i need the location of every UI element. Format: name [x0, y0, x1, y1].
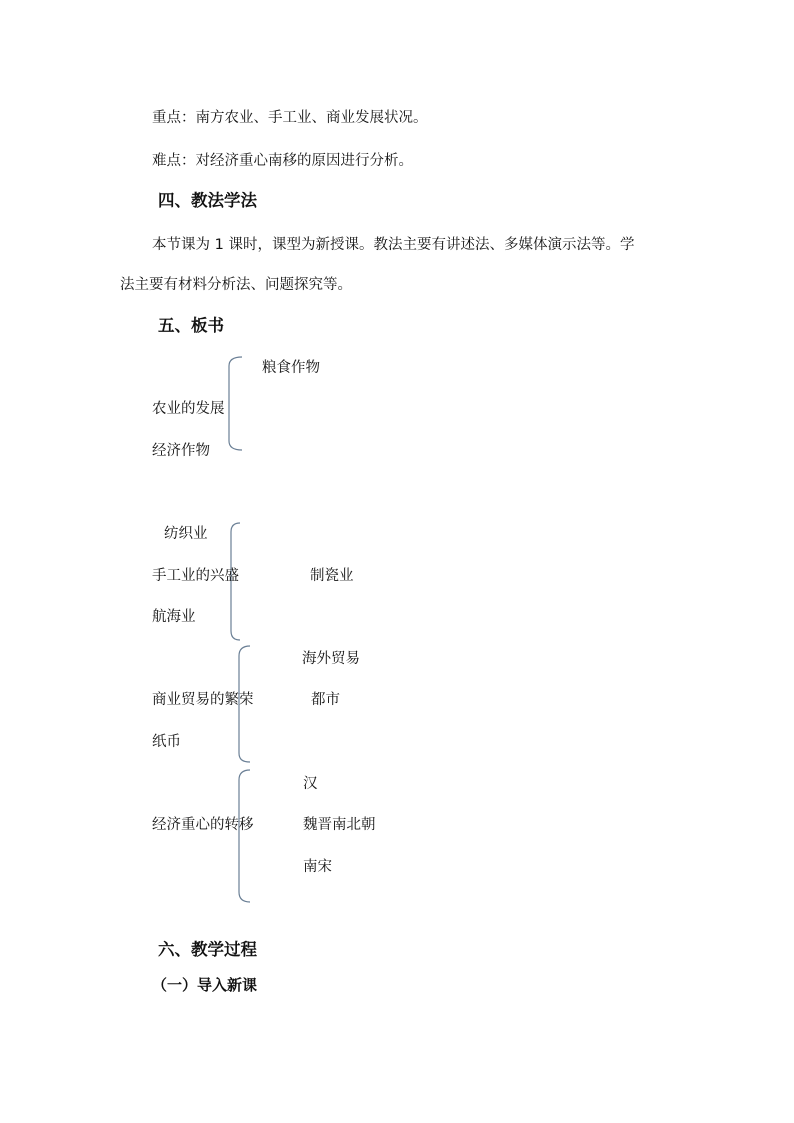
section-4-heading: 四、教法学法 — [158, 191, 257, 210]
board-agri-title: 农业的发展 — [152, 401, 225, 417]
shift-bracket — [239, 770, 250, 902]
section-5-heading: 五、板书 — [158, 316, 224, 335]
section-6-heading: 六、教学过程 — [158, 940, 257, 959]
board-shift-item-1: 汉 — [303, 776, 318, 792]
board-shift-item-2: 魏晋南北朝 — [303, 817, 376, 833]
board-shift-item-3: 南宋 — [303, 859, 332, 875]
board-craft-title: 手工业的兴盛 — [152, 568, 239, 584]
board-craft-item-3: 航海业 — [152, 609, 196, 625]
board-agri-item-2: 经济作物 — [152, 443, 210, 459]
section-4-paragraph-line-2: 法主要有材料分析法、问题探究等。 — [120, 277, 352, 293]
board-trade-item-2: 都市 — [311, 692, 340, 708]
key-point-text: 重点：南方农业、手工业、商业发展状况。 — [152, 110, 428, 126]
board-craft-item-1: 纺织业 — [164, 526, 208, 542]
board-agri-item-1: 粮食作物 — [262, 360, 320, 376]
board-trade-item-3: 纸币 — [152, 734, 181, 750]
agri-bracket — [229, 357, 242, 450]
section-4-paragraph-line-1: 本节课为 1 课时，课型为新授课。教法主要有讲述法、多媒体演示法等。学 — [152, 237, 635, 253]
board-shift-title: 经济重心的转移 — [152, 817, 254, 833]
board-trade-item-1: 海外贸易 — [302, 651, 360, 667]
board-trade-title: 商业贸易的繁荣 — [152, 692, 254, 708]
board-craft-item-2: 制瓷业 — [310, 568, 354, 584]
difficult-point-text: 难点：对经济重心南移的原因进行分析。 — [152, 153, 413, 169]
subsection-1-heading: （一）导入新课 — [152, 976, 258, 994]
